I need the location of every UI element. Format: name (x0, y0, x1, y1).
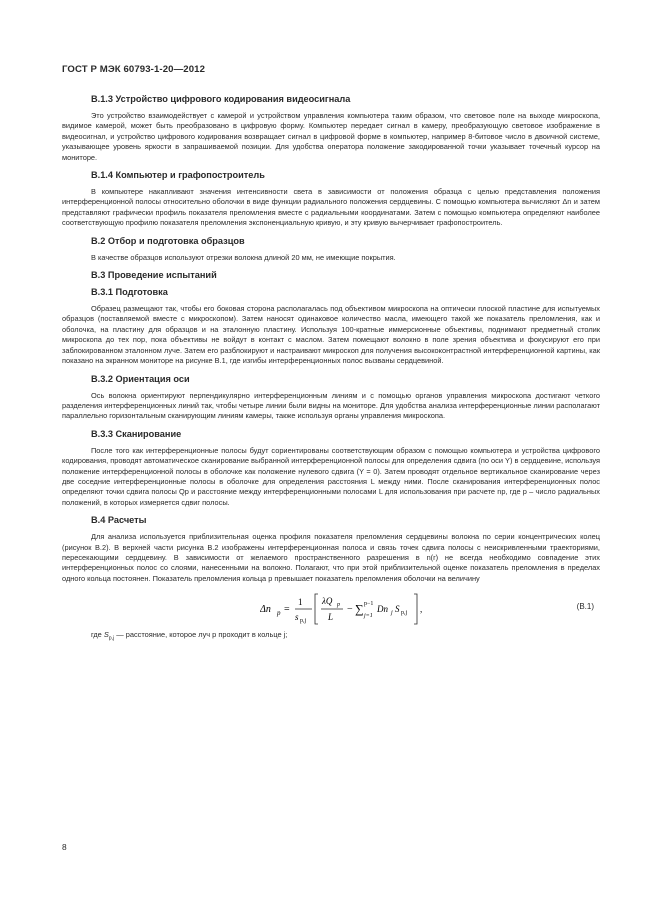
page-number: 8 (62, 842, 67, 852)
section-heading: В.3 Проведение испытаний (91, 270, 217, 281)
formula-right-bracket (414, 594, 417, 624)
section-paragraph: Для анализа используется приблизительная оценка профиля показателя преломления сердцевины волокна по серии концентрических колец (рисунок В.2). В верхней части рисунка В.2 изображены интерференционная полоса и связь точек сдвига полосы с неискривленными траекториями, пересекающими сердцевину. В зависимости от желаемого пространственного разрешения в n(r) не всегда необходимо совпадение этих интерференционных полос со слоями, нанесенными на волокно. Полагают, что при этой приблизительной оценке показатель преломления в пределах одного кольца постоянен. Показатель преломления кольца p превышает показатель преломления оболочки на величину (62, 532, 600, 583)
formula-b1 (260, 591, 490, 627)
equation-number: (В.1) (576, 602, 594, 612)
section-heading: В.1.3 Устройство цифрового кодирования видеосигнала (91, 94, 351, 104)
section-paragraph: Ось волокна ориентируют перпендикулярно интерференционным линиям и с помощью органов управления микроскопа достигают четкого разделения интерференционных линий так, чтобы четыре линии были видны на мониторе. Для удобства анализа интерференционные линии располагают параллельно горизонтальным сканирующим линиям камеры, также используя органы управления микроскопа. (62, 390, 600, 421)
section-paragraph: После того как интерференционные полосы будут сориентированы соответствующим образом с помощью компьютера и устройства цифрового кодирования, проводят автоматическое сканирование выбранной интерференционной полосы для определения сдвига (по оси Y) в сердцевине, используя положение интерференционной полосы в оболочке как положение нулевого сдвига (Y = 0). Затем проводят отдельное вертикальное сканирование через две соседние интерференционные полосы в оболочке для определения расстояния L между ними. После сканирования интерференционных полос определяют точки сдвига полосы Qp и расстояние между интерференционными полосами L для использования при расчете np, где p – число радиальных положений, в которых измеряется сдвиг полосы. (62, 445, 600, 507)
section-paragraph: В качестве образцов используют отрезки волокна длиной 20 мм, не имеющие покрытия. (91, 252, 396, 262)
formula-inner-num-sub: p (337, 602, 340, 609)
formula-lhs-sub: p (277, 609, 281, 618)
formula-term: Dn (377, 604, 388, 615)
formula-trail: , (420, 604, 423, 615)
formula-sum-bottom: j=1 (364, 613, 373, 620)
section-heading: В.3.2 Ориентация оси (91, 373, 190, 384)
formula-term2-sub: p,j (401, 610, 408, 617)
section-heading: В.3.1 Подготовка (91, 287, 168, 298)
formula-inner-den: L (328, 612, 334, 623)
formula-lhs: Δn (260, 604, 271, 616)
where-symbol: S (103, 630, 109, 640)
formula-where (62, 630, 600, 644)
section-paragraph: Образец размещают так, чтобы его боковая сторона располагалась под объективом микроскопа на оптически плоской пластине для испытуемых образцов (поставляемой вместе с микроскопом). Затем наносят одинаковое количество масла, имеющего такой же показатель преломления, как и оболочка, на пластину для образцов и на эталонную пластину. Используя 100-кратные иммерсионные объективы, поднимают предметный столик микроскопа до тех пор, пока объективы не войдут в контакт с маслом. Затем помещают волокно в поле зрения объектива и фокусируют его при заблокированном эталонном луче. Затем его разблокируют и настраивают микроскоп для получения высококонтрастной интерференционной картины, как показано на экранном мониторе на рисунке В.1, где изгибы интерференционных полос вызваны сердцевиной. (62, 304, 600, 366)
section-paragraph: В компьютере накапливают значения интенсивности света в зависимости от положения образца с целью представления положения интерференционной полосы относительно оболочки в виде функции радиального положения сердцевины. С помощью компьютера вычисляют Δn и затем представляют графически профиль показателя преломления вместе с радиальными координатами. Затем с помощью компьютера определяют наиболее соответствующую профилю показателя преломления экспоненциальную кривую, и эту кривую вычерчивает графопостроитель. (62, 187, 600, 228)
formula-left-bracket (315, 594, 318, 624)
formula-minus: − (347, 604, 353, 616)
formula-block (62, 591, 600, 627)
where-prefix: где (91, 630, 104, 640)
page-content (62, 94, 600, 644)
section-heading: В.3.3 Сканирование (91, 428, 182, 439)
formula-frac-den-sub: p,j (300, 618, 307, 625)
section-paragraph: Это устройство взаимодействует с камерой и устройством управления компьютера таким образом, что световое поле на выходе микроскопа, видимое камерой, может быть преобразовано в цифровую форму. Компьютер передает сигнал в камеру, преобразующую световое изображение в видеосигнал, и устройство цифрового кодирования возвращает сигнал в цифровой форме в компьютер, например 8-битовое число в двоичной системе, указывающее уровень яркости в запрашиваемой позиции. Для удобства оператора положение закодированной точки указывает точечный курсор на мониторе. (62, 111, 600, 162)
formula-sum-top: p−1 (364, 601, 374, 608)
formula-term2: S (395, 604, 400, 615)
formula-frac-den: s (295, 612, 299, 623)
section-heading: В.1.4 Компьютер и графопостроитель (91, 170, 265, 181)
formula-inner-num: λQ (322, 596, 333, 607)
formula-sum: ∑ (355, 602, 364, 617)
formula-frac-num: 1 (298, 597, 303, 608)
where-text: — расстояние, которое луч p проходит в кольце j; (114, 630, 288, 640)
section-heading: В.4 Расчеты (91, 515, 147, 526)
document-header: ГОСТ Р МЭК 60793-1-20—2012 (62, 64, 206, 75)
section-heading: В.2 Отбор и подготовка образцов (91, 235, 245, 246)
formula-equals: = (284, 604, 290, 616)
where-symbol-sub: p,j (108, 635, 115, 642)
formula-term-sub: j (391, 610, 393, 617)
